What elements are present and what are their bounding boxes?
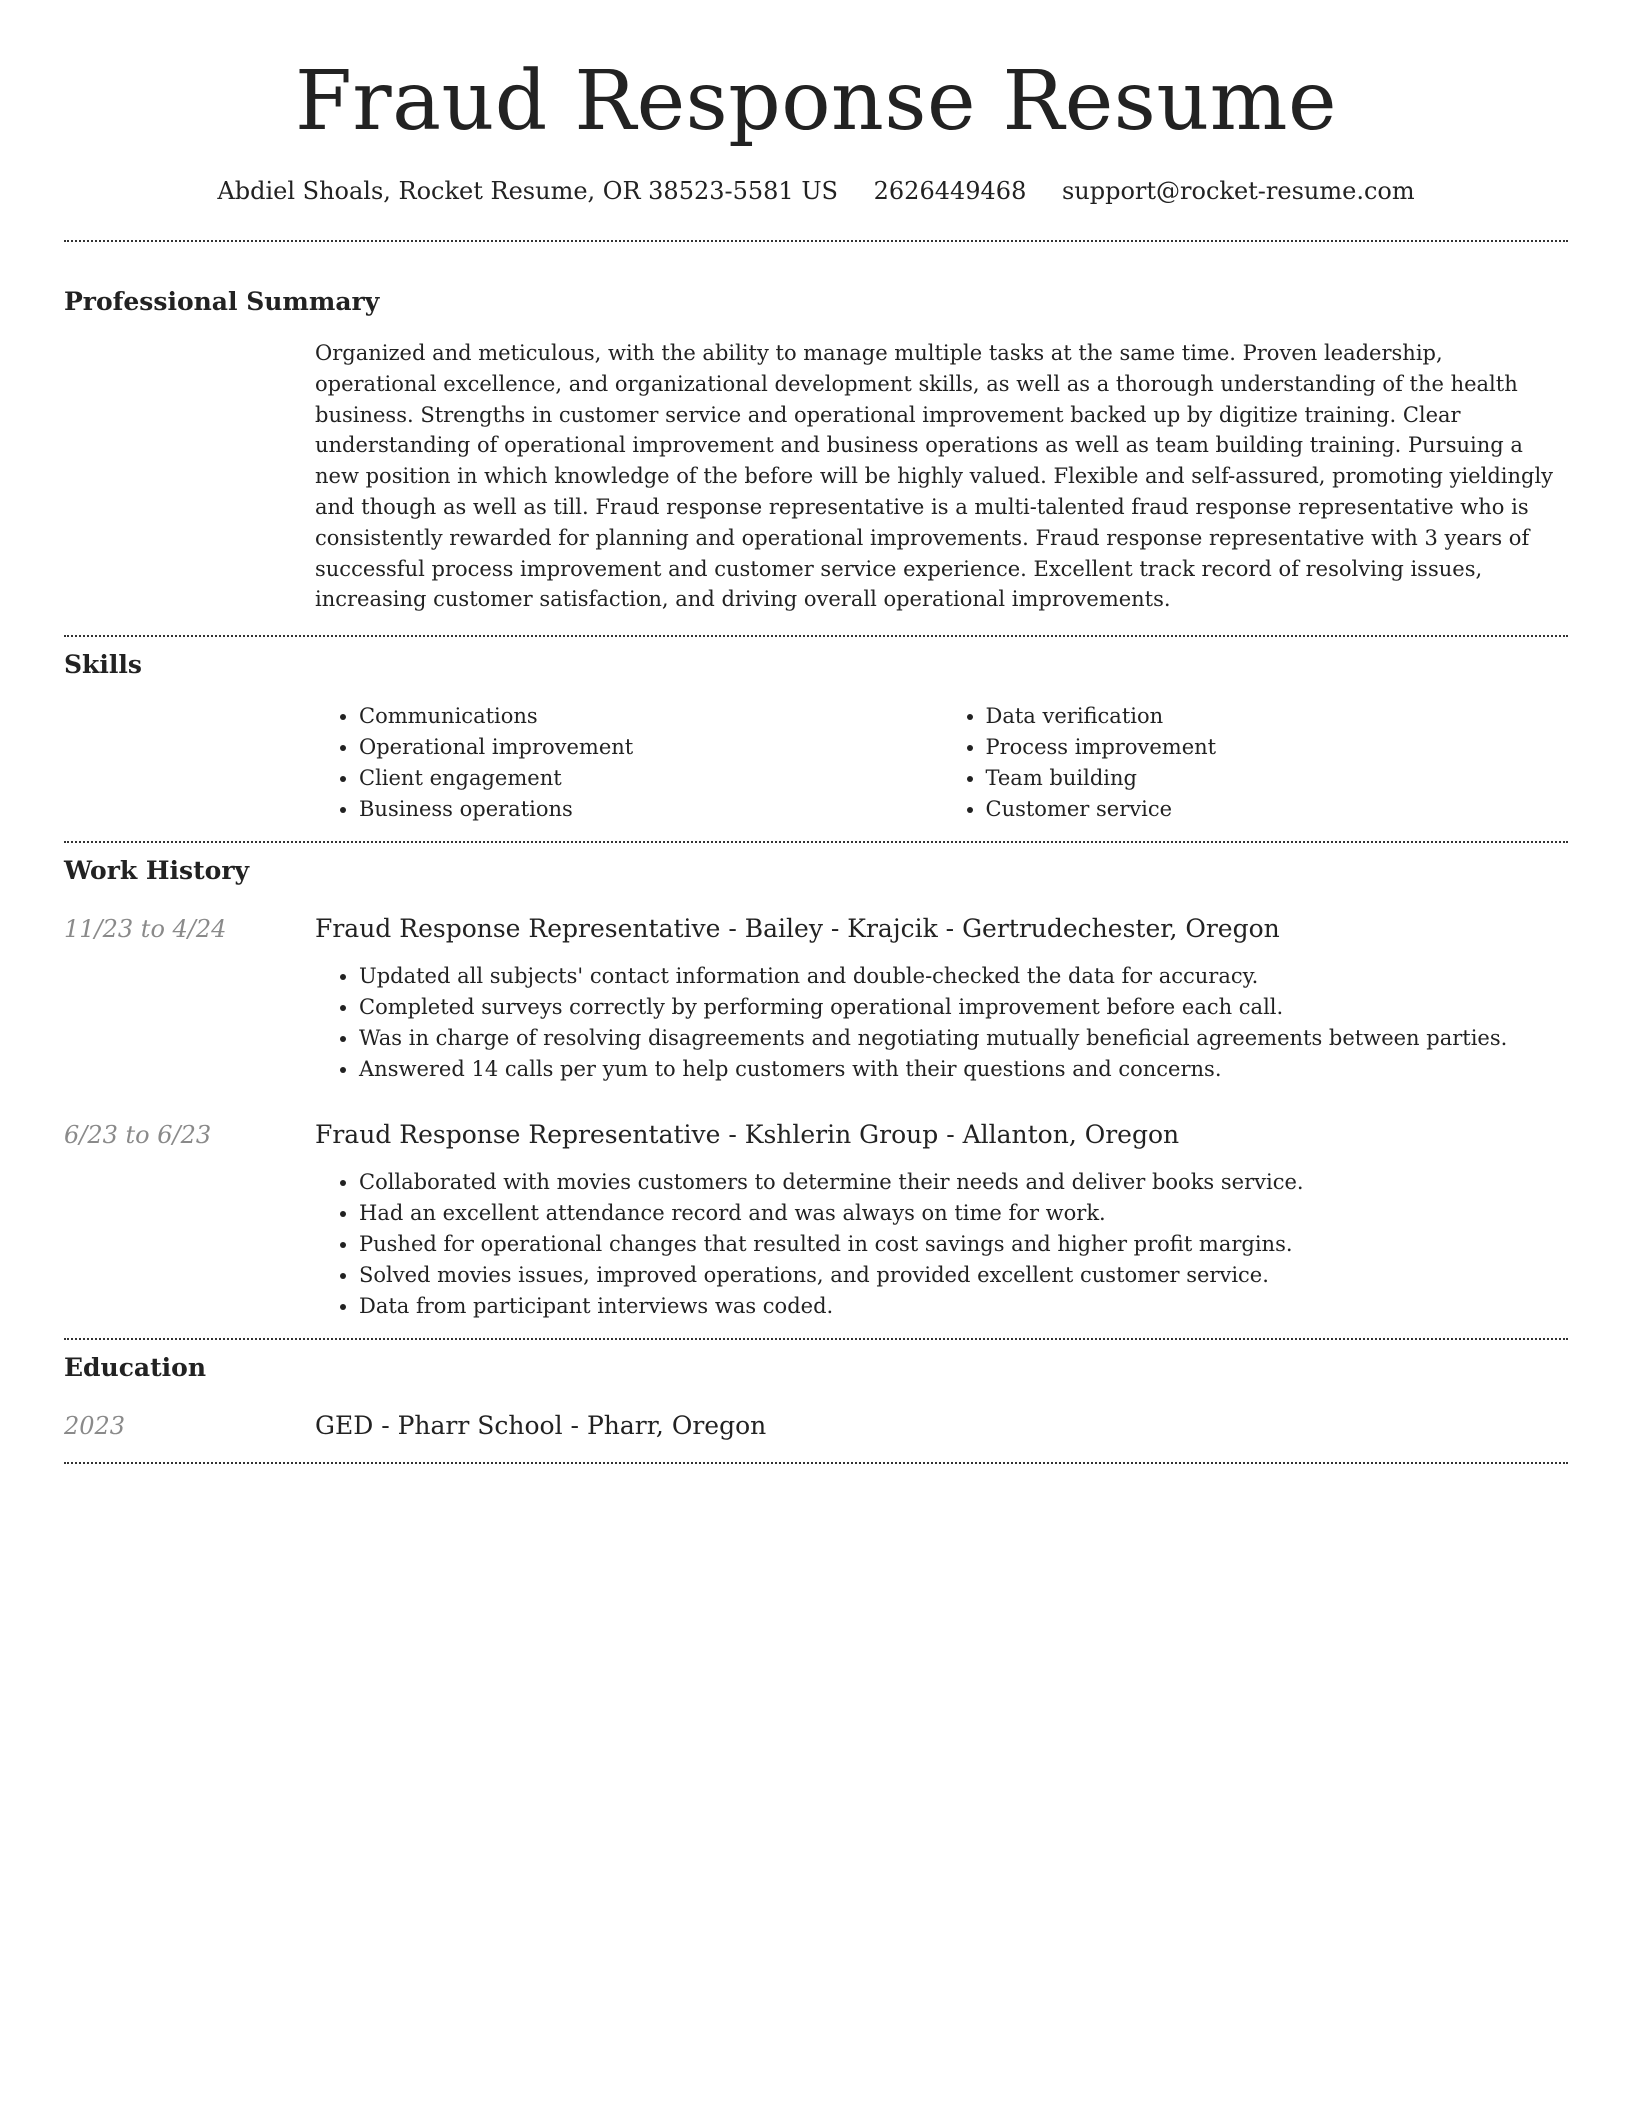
divider <box>64 635 1568 637</box>
section-title-work: Work History <box>64 856 250 886</box>
education-title: GED - Pharr School - Pharr, Oregon <box>315 1411 767 1441</box>
job-bullet: • Had an excellent attendance record and was always on time for work. <box>359 1198 1568 1229</box>
skill-item: • Data verification <box>986 701 1569 732</box>
job-dates: 6/23 to 6/23 <box>64 1121 212 1150</box>
skill-item: • Customer service <box>986 794 1569 825</box>
job-bullet: • Was in charge of resolving disagreements and negotiating mutually beneficial agreements between parties. <box>359 1023 1568 1054</box>
job-bullet: • Answered 14 calls per yum to help customers with their questions and concerns. <box>359 1054 1568 1085</box>
skills-grid <box>315 701 1568 825</box>
skills-row <box>64 701 1568 825</box>
section-title-summary: Professional Summary <box>64 287 380 316</box>
contact-phone: 2626449468 <box>873 177 1027 205</box>
divider <box>64 841 1568 843</box>
contact-line <box>64 176 1568 206</box>
skill-item: • Process improvement <box>986 732 1569 763</box>
job-bullet: • Pushed for operational changes that resulted in cost savings and higher profit margins. <box>359 1229 1568 1260</box>
job-entry <box>64 1119 1568 1322</box>
job-title: Fraud Response Representative - Bailey - Krajcik - Gertrudechester, Oregon <box>315 914 1280 944</box>
section-title-skills: Skills <box>64 650 142 680</box>
resume-title: Fraud Response Resume <box>295 54 1337 149</box>
education-year: 2023 <box>64 1412 126 1441</box>
job-bullet: • Solved movies issues, improved operations, and provided excellent customer service. <box>359 1260 1568 1291</box>
summary-text: Organized and meticulous, with the ability to manage multiple tasks at the same time. Proven leadership, operational excellence, and organizational development skills, as well as a thorough understanding of the health business. Strengths in customer service and operational improvement backed up by digitize training. Clear understanding of operational improvement and business operations as well as team building training. Pursuing a new position in which knowledge of the before will be highly valued. Flexible and self-assured, promoting yieldingly and though as well as till. Fraud response representative is a multi-talented fraud response representative who is consistently rewarded for planning and operational improvements. Fraud response representative with 3 years of successful process improvement and customer service experience. Excellent track record of resolving issues, increasing customer satisfaction, and driving overall operational improvements. <box>315 341 1554 612</box>
skill-item: • Communications <box>359 701 942 732</box>
job-bullet: • Collaborated with movies customers to determine their needs and deliver books service. <box>359 1167 1568 1198</box>
job-title: Fraud Response Representative - Kshlerin Group - Allanton, Oregon <box>315 1120 1180 1150</box>
divider <box>64 1338 1568 1340</box>
skill-item: • Client engagement <box>359 763 942 794</box>
contact-email: support@rocket-resume.com <box>1061 177 1415 205</box>
summary-row <box>64 338 1568 615</box>
section-title-education: Education <box>64 1353 207 1383</box>
job-dates: 11/23 to 4/24 <box>64 915 227 944</box>
education-entry <box>64 1410 1568 1442</box>
divider <box>64 1462 1568 1464</box>
job-entry <box>64 913 1568 1085</box>
skills-column-2 <box>942 701 1569 825</box>
skill-item: • Team building <box>986 763 1569 794</box>
job-bullet: • Updated all subjects' contact information and double-checked the data for accuracy. <box>359 961 1568 992</box>
skill-item: • Business operations <box>359 794 942 825</box>
job-bullets <box>315 1167 1568 1322</box>
divider <box>64 240 1568 242</box>
job-bullet: • Completed surveys correctly by performing operational improvement before each call. <box>359 992 1568 1023</box>
contact-address: Abdiel Shoals, Rocket Resume, OR 38523-5581 US <box>217 177 838 205</box>
job-bullets <box>315 961 1568 1085</box>
skills-column-1 <box>315 701 942 825</box>
skill-item: • Operational improvement <box>359 732 942 763</box>
job-bullet: • Data from participant interviews was coded. <box>359 1291 1568 1322</box>
